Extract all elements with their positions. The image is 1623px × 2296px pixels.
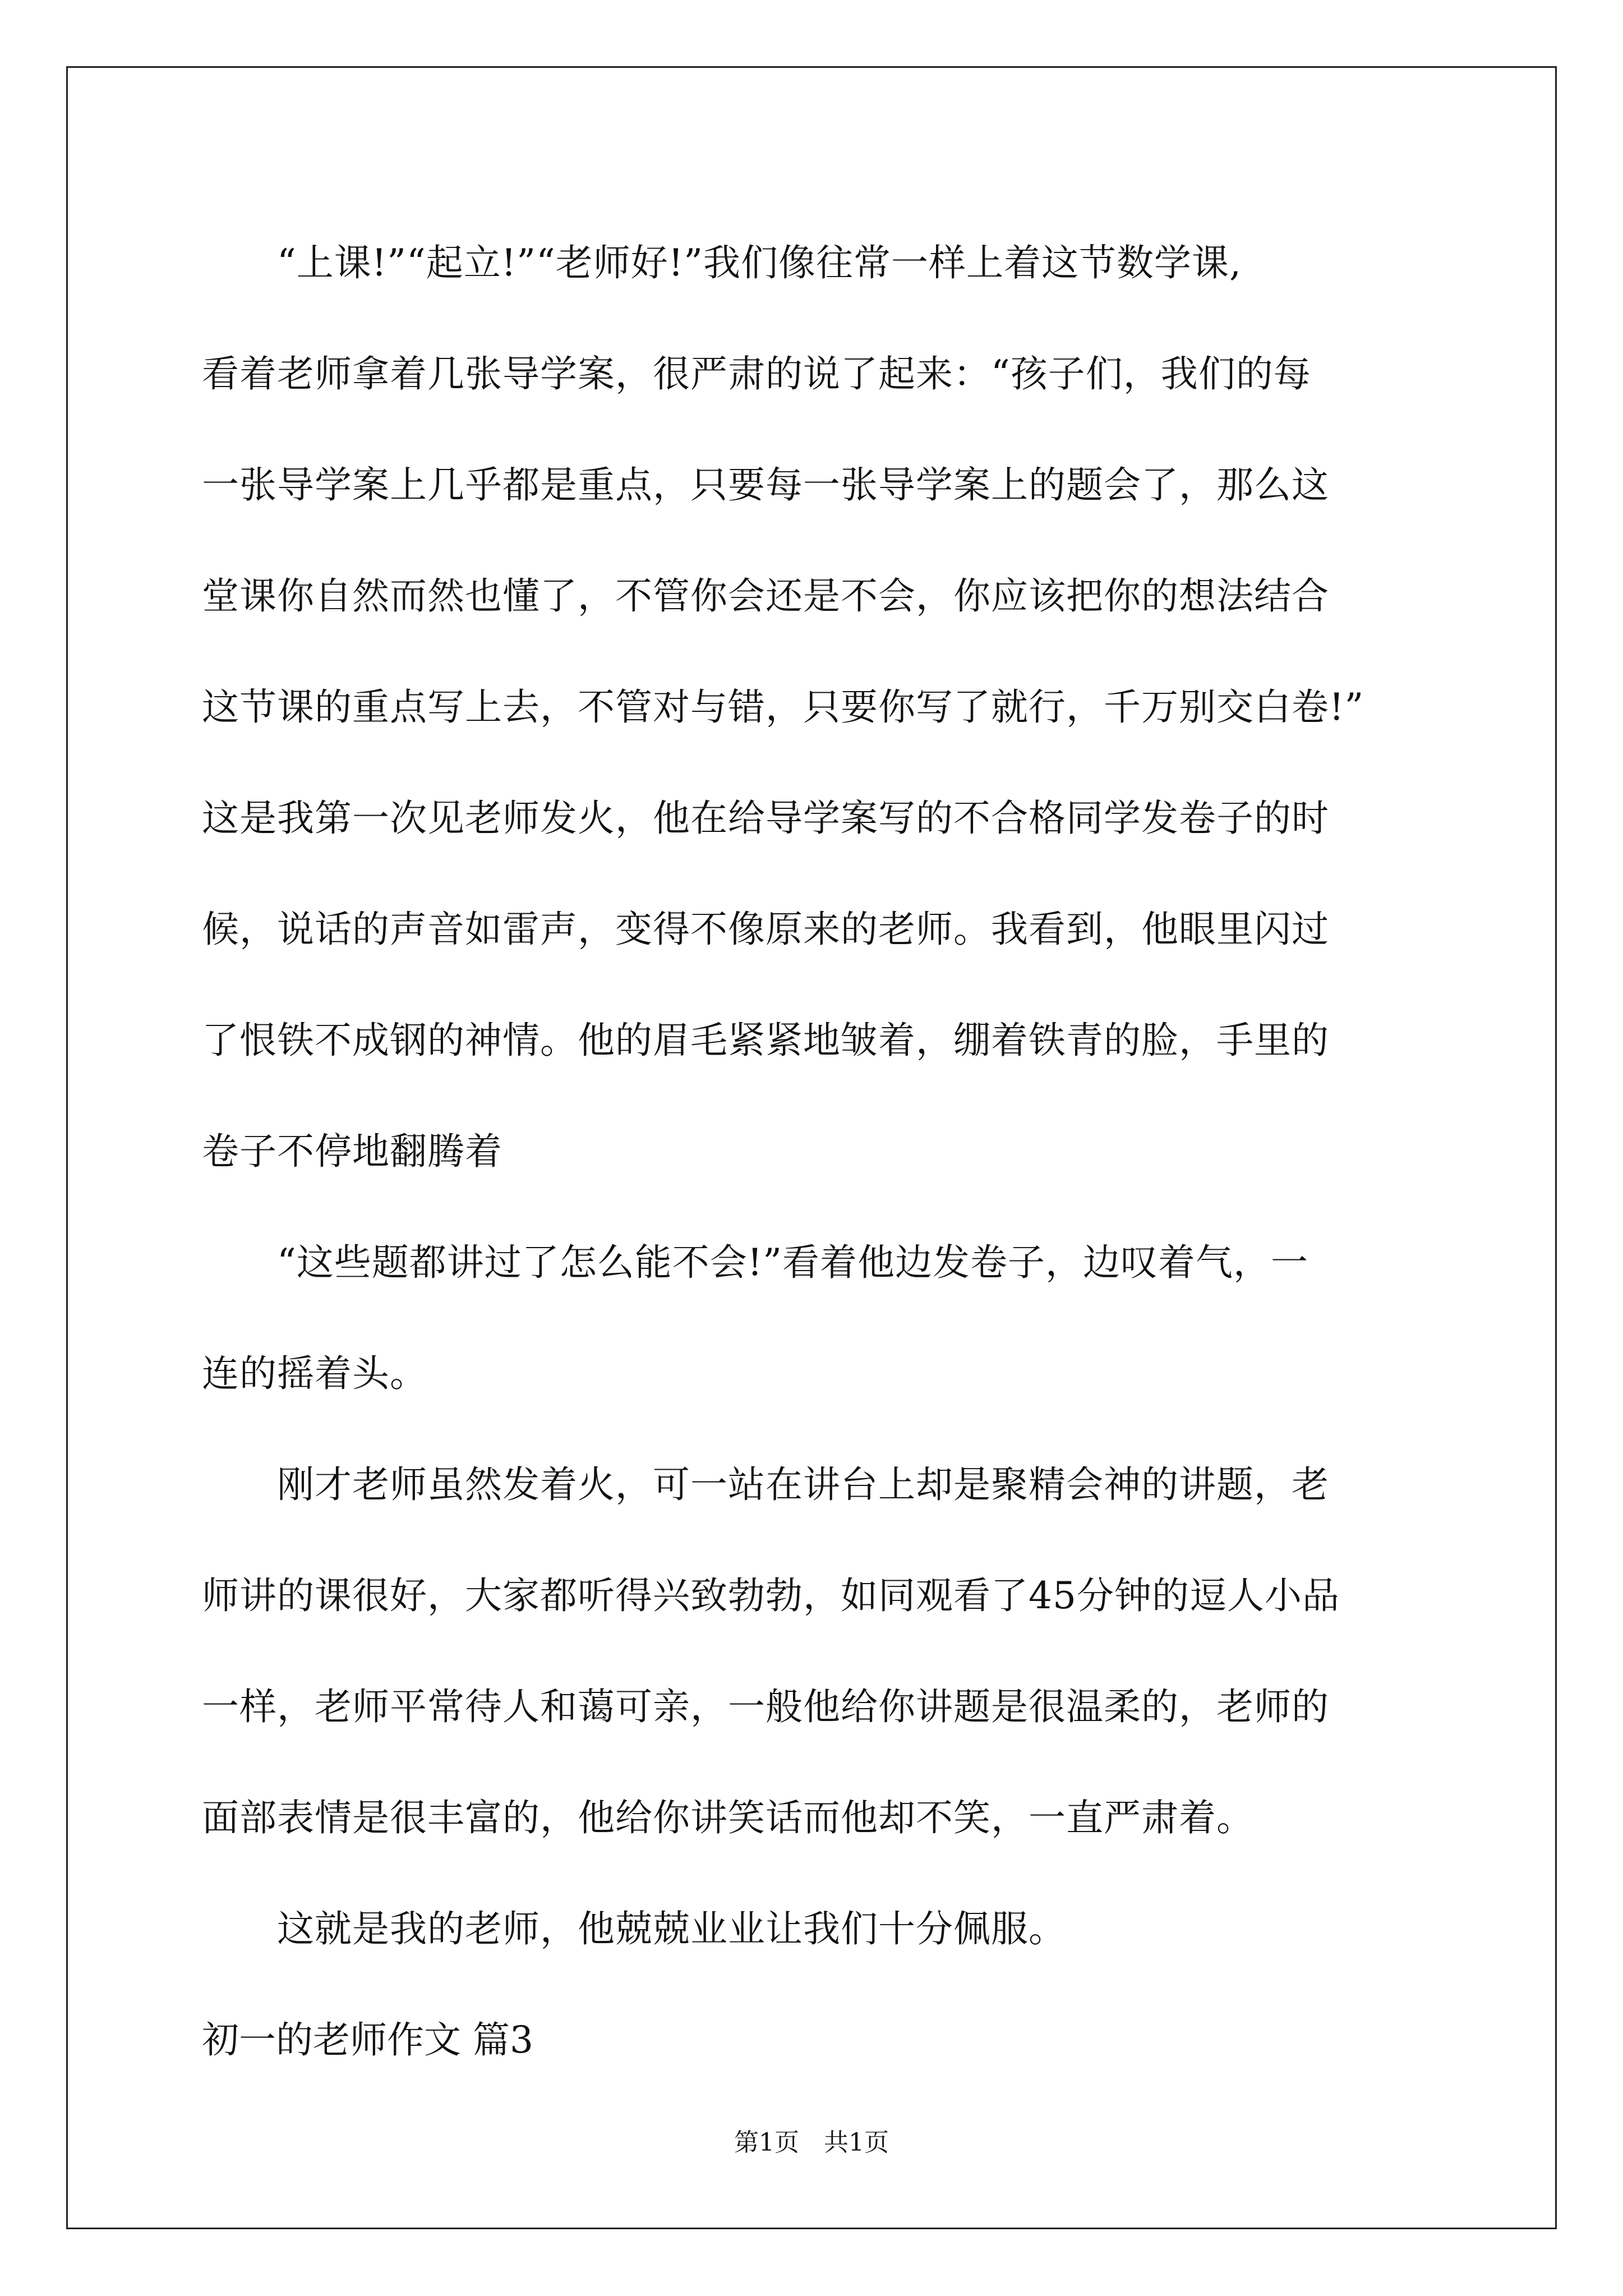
text-line: 一张导学案上几乎都是重点，只要每一张导学案上的题会了，那么这 xyxy=(202,463,1329,507)
text-line: 师讲的课很好，大家都听得兴致勃勃，如同观看了45分钟的逗人小品 xyxy=(202,1574,1340,1617)
text-line: 连的摇着头。 xyxy=(202,1352,427,1395)
text-line: “这些题都讲过了怎么能不会!”看着他边发卷子，边叹着气，一 xyxy=(277,1241,1309,1284)
text-line: 看着老师拿着几张导学案，很严肃的说了起来：“孩子们，我们的每 xyxy=(202,352,1311,395)
paragraph-3 xyxy=(202,1429,1436,1874)
text-line: 堂课你自然而然也懂了，不管你会还是不会，你应该把你的想法结合 xyxy=(202,574,1329,618)
page-footer: 第1页 共1页 xyxy=(734,2128,889,2157)
text-line: 卷子不停地翻腾着 xyxy=(202,1130,502,1173)
document-body xyxy=(202,208,1436,2096)
text-line: 一样，老师平常待人和蔼可亲，一般他给你讲题是很温柔的，老师的 xyxy=(202,1685,1329,1728)
paragraph-1 xyxy=(202,208,1436,1207)
text-line: 这节课的重点写上去，不管对与错，只要你写了就行，千万别交白卷!” xyxy=(202,685,1364,729)
text-line: 这就是我的老师，他兢兢业业让我们十分佩服。 xyxy=(277,1907,1066,1950)
paragraph-4 xyxy=(202,1874,1436,1985)
text-line: 了恨铁不成钢的神情。他的眉毛紧紧地皱着，绷着铁青的脸，手里的 xyxy=(202,1019,1329,1062)
text-line: 这是我第一次见老师发火，他在给导学案写的不合格同学发卷子的时 xyxy=(202,797,1329,840)
text-line: “上课!”“起立!”“老师好!”我们像往常一样上着这节数学课, xyxy=(277,241,1242,284)
section-heading: 初一的老师作文 篇3 xyxy=(202,2018,533,2062)
text-line: 候，说话的声音如雷声，变得不像原来的老师。我看到，他眼里闪过 xyxy=(202,908,1329,951)
text-line: 刚才老师虽然发着火，可一站在讲台上却是聚精会神的讲题，老 xyxy=(277,1463,1329,1506)
paragraph-2 xyxy=(202,1207,1436,1429)
text-line: 面部表情是很丰富的，他给你讲笑话而他却不笑，一直严肃着。 xyxy=(202,1796,1254,1839)
